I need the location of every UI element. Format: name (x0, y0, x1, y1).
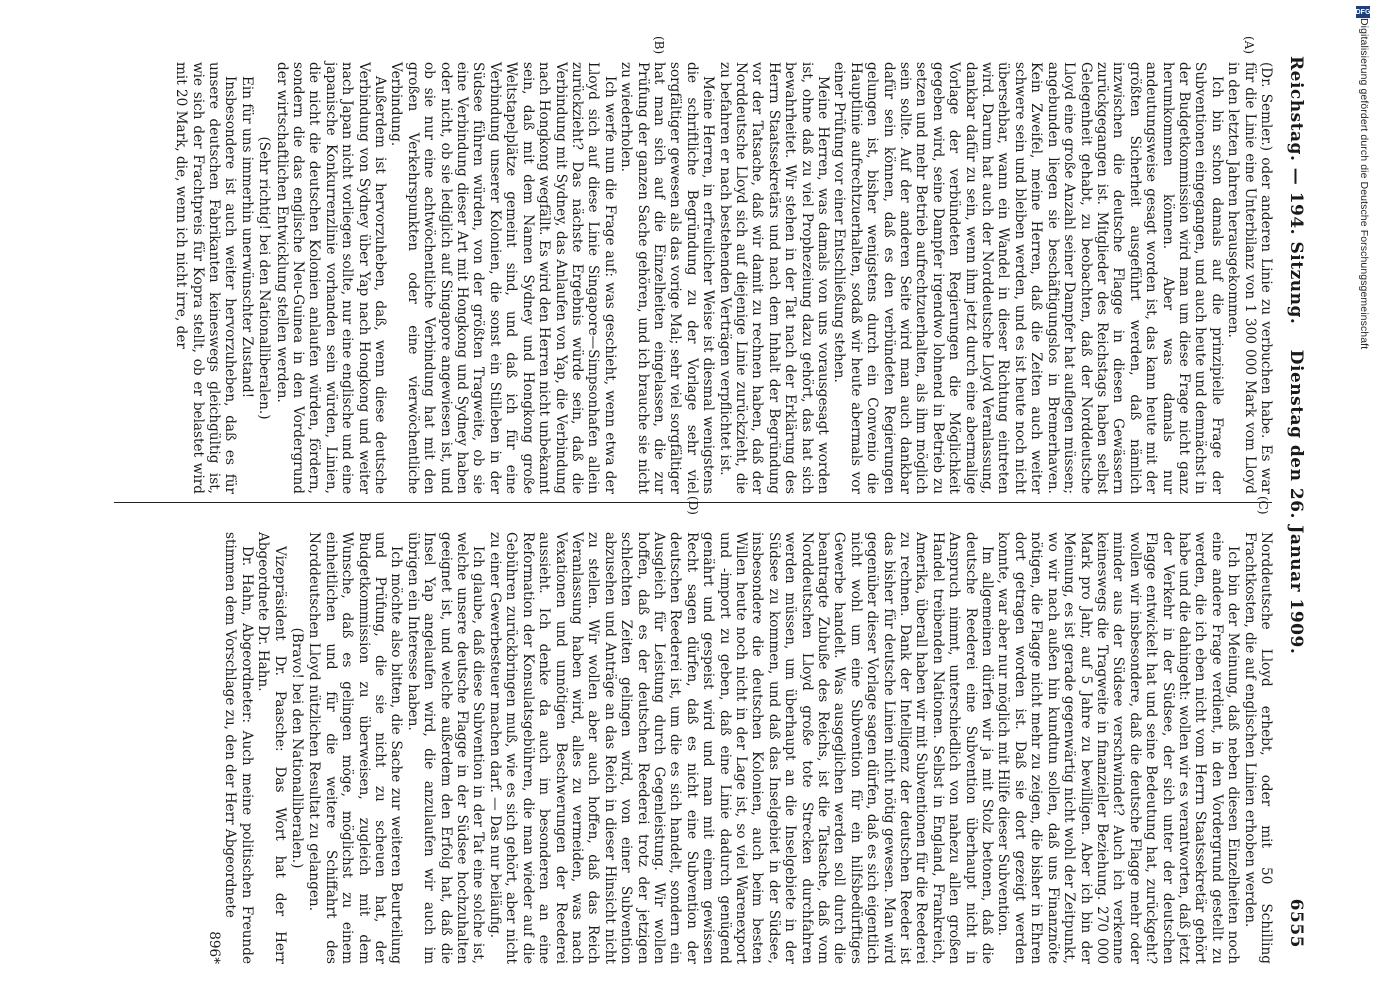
margin-marker-b: (B) (652, 36, 666, 55)
text-columns (66, 34, 1276, 970)
speaker-paragraph: Vizepräsident Dr. Paasche: Das Wort hat der Herr Abgeordnete Dr. Hahn. (255, 532, 288, 964)
running-head (1276, 34, 1316, 970)
paragraph: Meine Herren, was damals von uns vorausgesagt worden ist, ohne daß zu viel Prophezeiung dazu gehört, das hat sich bewahrheitet. Wir stehen in der Tat nach der Erklärung des Herrn Staatssekretärs und nach dem Inhalt der Begründung vor der Tatsache, daß wir damit zu rechnen haben, daß der Norddeutsche Lloyd sich auf diejenige Linie zurückzieht, die zu befahren er nach bestehenden Verträgen verpflichtet ist. (716, 62, 832, 494)
paragraph: Norddeutsche Lloyd erhebt, oder mit 50 Schilling Frachtkosten, die auf englischen Linien erhoben werden. (1241, 532, 1274, 964)
right-column (206, 532, 1274, 964)
paragraph: Insbesondere ist auch weiter hervorzuheben, daß es für unsere deutschen Fabrikanten keineswegs gleichgültig ist, wie sich der Frachtpreis für Kopra stellt, ob er belastet wird mit 20 Mark, die, wenn ich nicht irre, der (173, 62, 239, 494)
page-number: 6555 (1286, 898, 1306, 948)
paragraph: Ich glaube, daß diese Subvention in der Tat eine solche ist, welche unsere deutsche Flagge in der Südsee hochzuhalten geeignet ist, und welche außerdem den Erfolg hat, daß die Insel Yap angelaufen wird, die anzulaufen wir auch im übrigen ein Interesse haben. (404, 532, 487, 964)
digitization-credit: Digitalisierung gefördert durch die Deutsche Forschungsgemeinschaft (1358, 18, 1370, 350)
header-date: Dienstag den 26. Januar 1909. (1286, 349, 1306, 655)
margin-marker-d: (D) (686, 496, 700, 515)
margin-marker-c: (C) (1256, 496, 1270, 515)
paragraph: Ich möchte also bitten, die Sache zur weiteren Beurteilung und Prüfung, die sie nicht zu scheuen hat, der Budgetkommission zu überweisen, zugleich mit dem Wunsche, daß es gelingen möge, möglichst zu einem einheitlichen und für die weitere Schiffahrt des Norddeutschen Lloyd nützlichen Resultat zu gelangen. (306, 532, 405, 964)
margin-marker-a: (A) (1242, 36, 1256, 55)
paragraph: Ich bin der Meinung, daß neben diesen Einzelheiten noch eine andere Frage verdient, in den Vordergrund gestellt zu werden, die ich eben nicht vom Herrn Staatssekretär gehört habe und die dahingeht: wollen wir es verantworten, daß jetzt der Verkehr in der Südsee, der sich unter der deutschen Flagge entwickelt hat und seine Bedeutung hat, zurückgeht? wollen wir insbesondere, daß die deutsche Flagge mehr oder minder aus der Südsee verschwindet? Auch ich verkenne keineswegs die Tragweite in finanzieller Beziehung. 270 000 Mark pro Jahr, auf 5 Jahre zu bewilligen. Aber ich bin der Meinung, es ist gerade gegenwärtig nicht wohl der Zeitpunkt, wo wir nach außen hin kundtun sollen, daß uns Finanznöte nötigen, die Flagge nicht mehr zu zeigen, die bisher in Ehren dort getragen worden ist. Daß sie dort gezeigt werden konnte, war aber nur möglich mit Hilfe dieser Subvention. (995, 532, 1242, 964)
paragraph: Meine Herren, in erfreulicher Weise ist diesmal wenigstens die schriftliche Begründung zu der Vorlage sehr viel sorgfältiger gewesen als das vorige Mal; sehr viel sorgfältiger hat man sich auf die Einzelheiten eingelassen, die zur Prüfung der ganzen Sache gehören, und ich brauche sie nicht zu wiederholen. (618, 62, 717, 494)
signature-mark: 896* (206, 931, 222, 964)
paragraph: Im allgemeinen dürfen wir ja mit Stolz betonen, daß die deutsche Reederei eine Subvention überhaupt nicht in Anspruch nimmt, unterschiedlich von nahezu allen großen Handel treibenden Nationen. Selbst in England, Frankreich, Amerika, überall haben wir mit Subventionen für die Reederei zu rechnen. Dank der Intelligenz der deutschen Reeder ist das bisher für deutsche Linien nicht nötig gewesen. Man wird gegenüber dieser Vorlage sagen dürfen, daß es sich eigentlich nicht wohl um eine Subvention für ein hilfsbedürftiges Gewerbe handelt. Was ausgeglichen werden soll durch die beantragte Zubuße des Reichs, ist die Tatsache, daß vom Norddeutschen Lloyd große tote Strecken durchfahren werden müssen, um überhaupt an die Inselgebiete in der Südsee zu kommen, und daß das Inselgebiet in der Südsee, insbesondere die deutschen Kolonien, auch beim besten Willen heute noch nicht in der Lage ist, so viel Warenexport und -import zu geben, daß eine Linie dadurch genügend genährt und gespeist wird und man mit einem gewissen Recht sagen dürfen, daß es nicht eine Subvention der deutschen Reederei ist, um die es sich handelt, sondern ein Ausgleich für Leistung durch Gegenleistung. Wir wollen hoffen, daß es der deutschen Reederei trotz der jetzigen schlechten Zeiten gelingen wird, von einer Subvention abzusehen und Anträge an das Reich in dieser Hinsicht nicht zu stellen. Wir wollen aber auch hoffen, daß das Reich Veranlassung haben wird, alles zu vermeiden, was nach Vexationen und unnötigen Beschwerungen der Reederei aussieht. Ich denke da auch im besonderen an eine Reformation der Konsulatsgebühren, die man wieder auf die Gebühren zurückbringen muß, wie es sich gehört, aber nicht zu einer Gewerbesteuer machen darf. — Das nur beiläufig. (486, 532, 996, 964)
speaker-paragraph: Dr. Hahn, Abgeordneter: Auch meine politischen Freunde stimmen dem Vorschlage zu, den der Herr Abgeordnete (222, 532, 255, 964)
paragraph: Ich werfe nun die Frage auf: was geschieht, wenn etwa der Lloyd sich auf diese Linie Singapore—Simpsonhafen allein zurückzieht? Das nächste Ergebnis würde sein, daß die Verbindung mit Sydney, das Anlaufen von Yap, die Verbindung nach Hongkong wegfällt. Es wird den Herren nicht unbekannt sein, daß mit dem Namen Sydney und Hongkong große Weltstapelplätze gemeint sind, und daß ich für eine Verbindung unserer Kolonien, die sonst ein Stilleben in der Südsee führen würden, von der größten Tragweite, ob sie eine Verbindung dieser Art mit Hongkong und Sydney haben oder nicht, ob sie lediglich auf Singapore angewiesen ist, und ob sie nur eine achtwöchentliche Verbindung hat mit den großen Verkehrspunkten oder eine vierwöchentliche Verbindung. (388, 62, 618, 494)
interjection: (Sehr richtig! bei den Nationalliberalen.) (256, 136, 273, 420)
interjection: (Bravo! bei den Nationalliberalen.) (289, 627, 306, 869)
paragraph: (Dr. Semler.) oder anderen Linie zu verbuchen habe. Es war für die Linie eine Unterbilanz von 1 300 000 Mark vom Lloyd in den letzten Jahren herausgekommen. (1225, 62, 1274, 494)
left-column (173, 62, 1274, 494)
dfg-logo: DFG (1356, 6, 1370, 18)
rotated-page (56, 22, 1316, 982)
paragraph: Ich bin schon damals auf die prinzipielle Frage der Subventionen eingegangen, und auch heute und demnächst in der Budgetkommission wird man um diese Frage nicht ganz herumkommen können. Aber was damals nur andeutungsweise gesagt worden ist, das kann heute mit der größten Sicherheit ausgeführt werden, daß nämlich inzwischen die deutsche Flagge in diesen Gewässern zurückgegangen ist. Mitglieder des Reichstags haben selbst Gelegenheit gehabt, zu beobachten, daß der Norddeutsche Lloyd eine große Anzahl seiner Dampfer hat auflegen müssen; angebunden liegen sie beschäftigungslos in Bremerhaven. Kein Zweifel, meine Herren, daß die Zeiten auch weiter schwere sein und bleiben werden, und es ist heute noch nicht übersehbar, wann ein Wandel in dieser Richtung eintreten wird. Darum hat auch der Norddeutsche Lloyd Veranlassung, dankbar dafür zu sein, wenn ihm jetzt durch eine abermalige Vorlage der verbündeten Regierungen die Möglichkeit gegeben wird, seine Dampfer irgendwo lohnend in Betrieb zu setzen und mehr Betrieb aufrechtzuerhalten, als ihm möglich sein sollte. Auf der anderen Seite wird man auch dankbar dafür sein können, daß es den verbündeten Regierungen gelungen ist, bisher wenigstens durch ein Convenio die Hauptlinie aufrechtzuerhalten, sodaß wir heute abermals vor einer Prüfung vor einer Entschließung stehen. (831, 62, 1225, 494)
paragraph: Ein für uns immerhin unerwünschter Zustand! (238, 76, 255, 399)
paragraph: Außerdem ist hervorzuheben, daß, wenn diese deutsche Verbindung von Sydney über Yap nach Hongkong und weiter nach Japan nicht vorliegen sollte, nur eine englische und eine japanische Konkurrenzlinie vorhanden sein würden, Linien, die nicht die deutschen Kolonien anlaufen würden, fördern, sondern die das englische Neu-Guinea in den Vordergrund der wirtschaftlichen Entwicklung stellen werden. (273, 62, 389, 494)
header-left: Reichstag. — 194. Sitzung. (1286, 56, 1306, 325)
